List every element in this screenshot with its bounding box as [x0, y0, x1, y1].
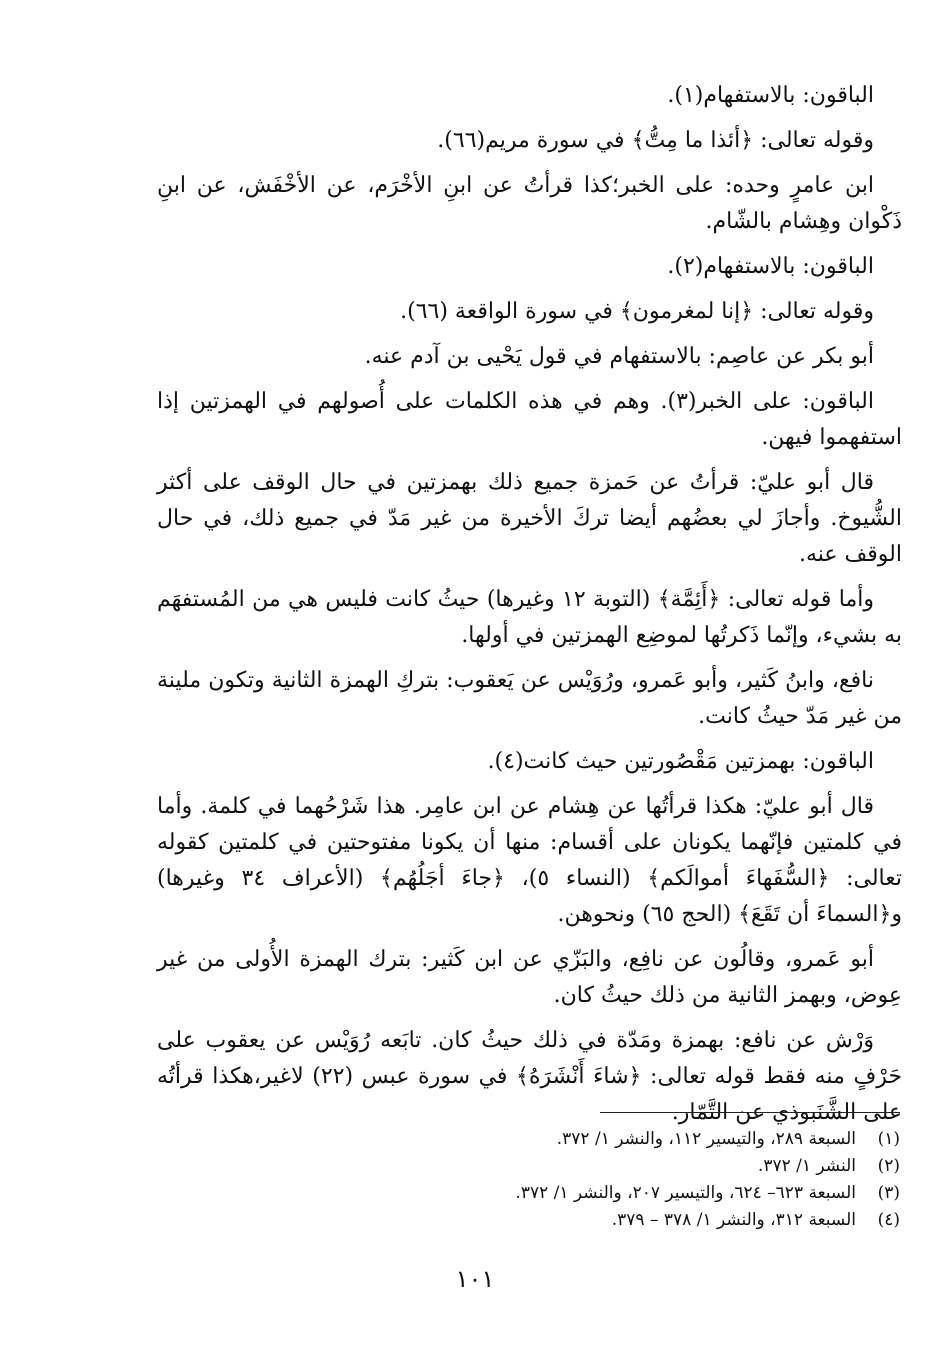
footnote-divider — [600, 1112, 900, 1113]
paragraph-9: وأما قوله تعالى: ﴿أَئِمَّة﴾ (التوبة ١٢ وغيرها) حيثُ كانت فليس هي من المُستفهَم به بشيء، وإنّما ذَكرتُها لموضِع الهمزتين في أولها. — [157, 587, 902, 648]
paragraph-3: ابن عامرٍ وحده: على الخبر؛كذا قرأتُ عن ابنِ الأخْرَم، عن الأخْفَش، عن ابنِ ذَكْوان وهِشام بالشّام. — [157, 173, 902, 234]
footnote-text: السبعة ٢٨٩، والتيسير ١١٢، والنشر ١/ ٣٧٢. — [556, 1129, 856, 1149]
footnote-item — [180, 1126, 900, 1153]
paragraph-13: أبو عَمرو، وقالُون عن نافِع، والبَزّي عن ابن كَثير: بترك الهمزة الأُولى من غير عِوض، وبهمز الثانية من ذلك حيثُ كان. — [157, 947, 902, 1008]
paragraph-12: قال أبو عليّ: هكذا قرأتُها عن هِشام عن ابن عامِر. هذا شَرْحُهما في كلمة. وأما في كلمتين فإنّهما يكونان على أقسام: منها أن يكونا مفتوحتين في كلمتين كقوله تعالى: ﴿السُّفَهاءَ أموالَكم﴾ (النساء ٥)، ﴿جاءَ أجَلُهُم﴾ (الأعراف ٣٤ وغيرها) و﴿السماءَ أن تَقَعَ﴾ (الحج ٦٥) ونحوهن. — [157, 794, 902, 927]
paragraph-7: الباقون: على الخبر(٣). وهم في هذه الكلمات على أُصولهم في الهمزتين إذا استفهموا فيهن. — [157, 389, 902, 450]
footnote-number: (٢) — [877, 1156, 900, 1176]
footnote-number: (١) — [877, 1129, 900, 1149]
paragraph-1: الباقون: بالاستفهام(١). — [667, 83, 874, 108]
footnote-number: (٤) — [877, 1210, 900, 1230]
footnote-item — [180, 1207, 900, 1234]
paragraph-5: وقوله تعالى: ﴿إنا لمغرمون﴾ في سورة الواقعة (٦٦). — [400, 299, 874, 324]
footnote-text: السبعة ٣١٢، والنشر ١/ ٣٧٨ – ٣٧٩. — [611, 1210, 856, 1230]
footnote-text: النشر ١/ ٣٧٢. — [757, 1156, 856, 1176]
paragraph-10: نافع، وابنُ كَثير، وأبو عَمرو، ورُوَيْس عن يَعقوب: بتركِ الهمزة الثانية وتكون ملينة من غير مَدّ حيثُ كانت. — [157, 668, 902, 729]
footnote-item — [180, 1180, 900, 1207]
main-text — [157, 78, 902, 1140]
paragraph-8: قال أبو عليّ: قرأتُ عن حَمزة جميع ذلك بهمزتين في حال الوقف على أكثر الشُّيوخ. وأجازَ لي بعضُهم أيضا تركَ الأخيرة من غير مَدّ في جميع ذلك، في حال الوقف عنه. — [157, 470, 902, 567]
paragraph-6: أبو بكر عن عاصِم: بالاستفهام في قول يَحْيى بن آدم عنه. — [364, 344, 874, 369]
page-number: ١٠١ — [455, 1265, 495, 1293]
footnote-text: السبعة ٦٢٣– ٦٢٤، والتيسير ٢٠٧، والنشر ١/ ٣٧٢. — [515, 1183, 856, 1203]
footnote-number: (٣) — [877, 1183, 900, 1203]
paragraph-14: وَرْش عن نافع: بهمزة ومَدّة في ذلك حيثُ كان. تابَعه رُوَيْس عن يعقوب على حَرْفٍ منه فقط قوله تعالى: ﴿شاءَ أَنْشَرَهُ﴾ في سورة عبس (٢٢) لاغير،هكذا قرأتُه على الشَّنَبوذي عن التَّمّار. — [157, 1028, 902, 1125]
footnotes — [180, 1126, 900, 1234]
paragraph-11: الباقون: بهمزتين مَقْصُورتين حيث كانت(٤). — [487, 749, 874, 774]
footnote-item — [180, 1153, 900, 1180]
paragraph-2: وقوله تعالى: ﴿أئذا ما مِتُّ﴾ في سورة مريم(٦٦). — [437, 128, 874, 153]
paragraph-4: الباقون: بالاستفهام(٢). — [667, 254, 874, 279]
